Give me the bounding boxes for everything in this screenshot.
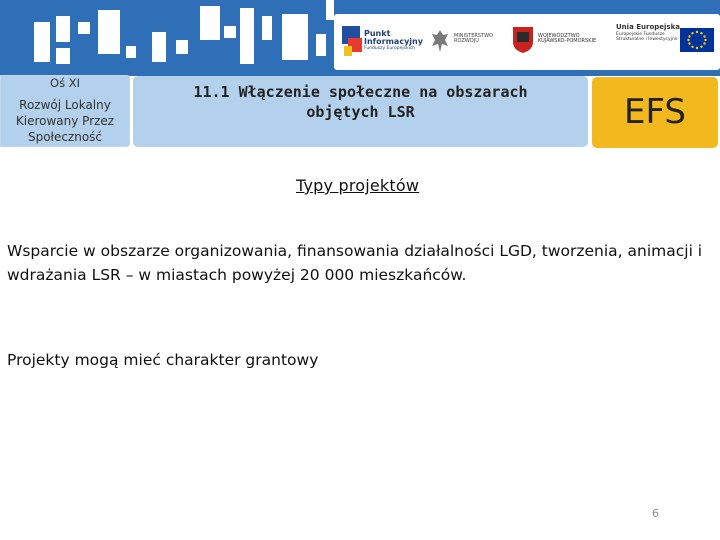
decor-square: [78, 22, 90, 34]
axis-name-line1: Rozwój Lokalny: [19, 98, 111, 112]
ue-line2: Europejskie Fundusze: [616, 32, 665, 38]
axis-number: Oś XI: [50, 76, 80, 90]
decor-square: [326, 0, 334, 20]
measure-title-line1: 11.1 Włączenie społeczne na obszarach: [193, 83, 528, 101]
section-title: Typy projektów: [296, 176, 420, 195]
decor-square: [34, 22, 50, 62]
paragraph-grant: Projekty mogą mieć charakter grantowy: [7, 351, 319, 369]
decor-square: [282, 14, 308, 60]
decor-square: [56, 16, 70, 42]
wojewodztwo-line2: KUJAWSKO-POMORSKIE: [538, 38, 597, 45]
decor-square: [152, 32, 166, 62]
fund-label: EFS: [623, 92, 687, 132]
punkt-line2: Informacyjny: [364, 37, 423, 47]
decor-square: [224, 26, 236, 38]
axis-box: [0, 75, 130, 147]
fund-badge: [592, 77, 718, 148]
axis-name-line3: Społeczność: [27, 130, 103, 144]
decor-square: [262, 16, 272, 40]
measure-title-line2: objętych LSR: [306, 103, 415, 121]
logo-strip: [334, 14, 720, 70]
decor-square: [56, 48, 70, 64]
ministerstwo-line2: ROZWOJU: [454, 38, 479, 45]
kujawsko-pomorskie-crest-icon: [512, 26, 534, 54]
decor-square: [176, 40, 188, 54]
ministerstwo-line1: MINISTERSTWO: [454, 33, 493, 39]
paragraph-support: Wsparcie w obszarze organizowania, finansowania działalności LGD, tworzenia, animacji i wdrażania LSR – w miastach powyżej 20 000 mieszkańców.: [7, 242, 703, 284]
axis-name: [1, 97, 129, 145]
decor-square: [126, 46, 136, 58]
axis-name-line2: Kierowany Przez: [15, 114, 115, 128]
wojewodztwo-line1: WOJEWÓDZTWO: [538, 33, 580, 39]
header-banner: [0, 0, 720, 76]
page-number: 6: [652, 507, 659, 520]
decor-square: [316, 34, 326, 56]
punkt-line3: Funduszy Europejskich: [364, 45, 416, 51]
punkt-line1: Punkt: [364, 29, 391, 38]
decor-square: [240, 8, 254, 64]
measure-title-box: [133, 76, 588, 147]
decor-square: [200, 6, 220, 40]
decor-square: [98, 10, 120, 54]
ue-line1: Unia Europejska: [616, 23, 680, 31]
ue-line3: Strukturalne i Inwestycyjne: [616, 37, 678, 43]
eu-flag-icon: [680, 28, 714, 52]
eagle-emblem-icon: [430, 28, 450, 54]
